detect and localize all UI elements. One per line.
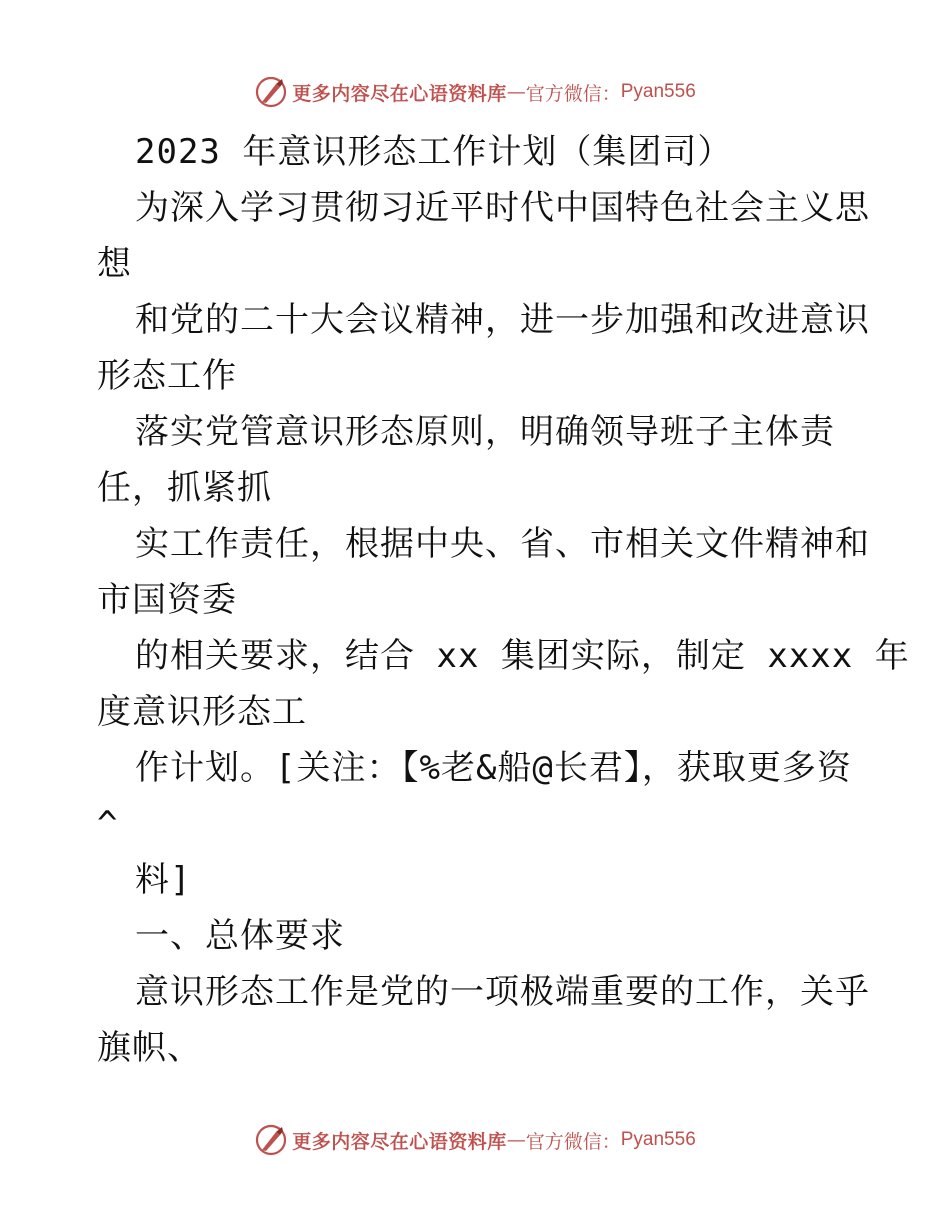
banner-main-text: 更多内容尽在心语资料库 bbox=[292, 1130, 507, 1153]
quill-pen-logo-icon bbox=[254, 1123, 288, 1157]
paragraph-line: 旗帜、 bbox=[97, 1028, 202, 1068]
header-banner bbox=[0, 72, 950, 112]
banner-dash: — bbox=[506, 81, 526, 103]
paragraph-line: 任，抓紧抓 bbox=[97, 468, 272, 508]
footer-banner bbox=[0, 1120, 950, 1160]
document-body bbox=[97, 124, 910, 1076]
paragraph-line: 实工作责任，根据中央、省、市相关文件精神和 bbox=[135, 524, 870, 564]
paragraph-line: 料] bbox=[135, 860, 192, 900]
document-title: 2023 年意识形态工作计划（集团司） bbox=[135, 132, 733, 172]
paragraph-line: 度意识形态工 bbox=[97, 692, 307, 732]
banner-official-label: 官方微信： bbox=[525, 1130, 621, 1153]
section-heading: 一、总体要求 bbox=[135, 916, 345, 956]
banner-official-label: 官方微信： bbox=[525, 82, 621, 105]
paragraph-line: 市国资委 bbox=[97, 580, 237, 620]
paragraph-line: 想 bbox=[97, 244, 132, 284]
paragraph-line: 的相关要求，结合 xx 集团实际，制定 xxxx 年 bbox=[135, 636, 910, 676]
paragraph-line: 和党的二十大会议精神，进一步加强和改进意识 bbox=[135, 300, 870, 340]
paragraph-line: 落实党管意识形态原则，明确领导班子主体责 bbox=[135, 412, 835, 452]
banner-main-text: 更多内容尽在心语资料库 bbox=[292, 82, 507, 105]
paragraph-line: 为深入学习贯彻习近平时代中国特色社会主义思 bbox=[135, 188, 870, 228]
banner-wechat-id: Pyan556 bbox=[620, 81, 696, 102]
paragraph-line: ^ bbox=[97, 804, 119, 844]
paragraph-line: 作计划。[关注：【%老&船@长君】，获取更多资 bbox=[135, 748, 852, 788]
paragraph-line: 意识形态工作是党的一项极端重要的工作，关乎 bbox=[135, 972, 870, 1012]
quill-pen-logo-icon bbox=[254, 75, 288, 109]
paragraph-line: 形态工作 bbox=[97, 356, 237, 396]
banner-dash: — bbox=[506, 1129, 526, 1151]
banner-wechat-id: Pyan556 bbox=[620, 1129, 696, 1150]
